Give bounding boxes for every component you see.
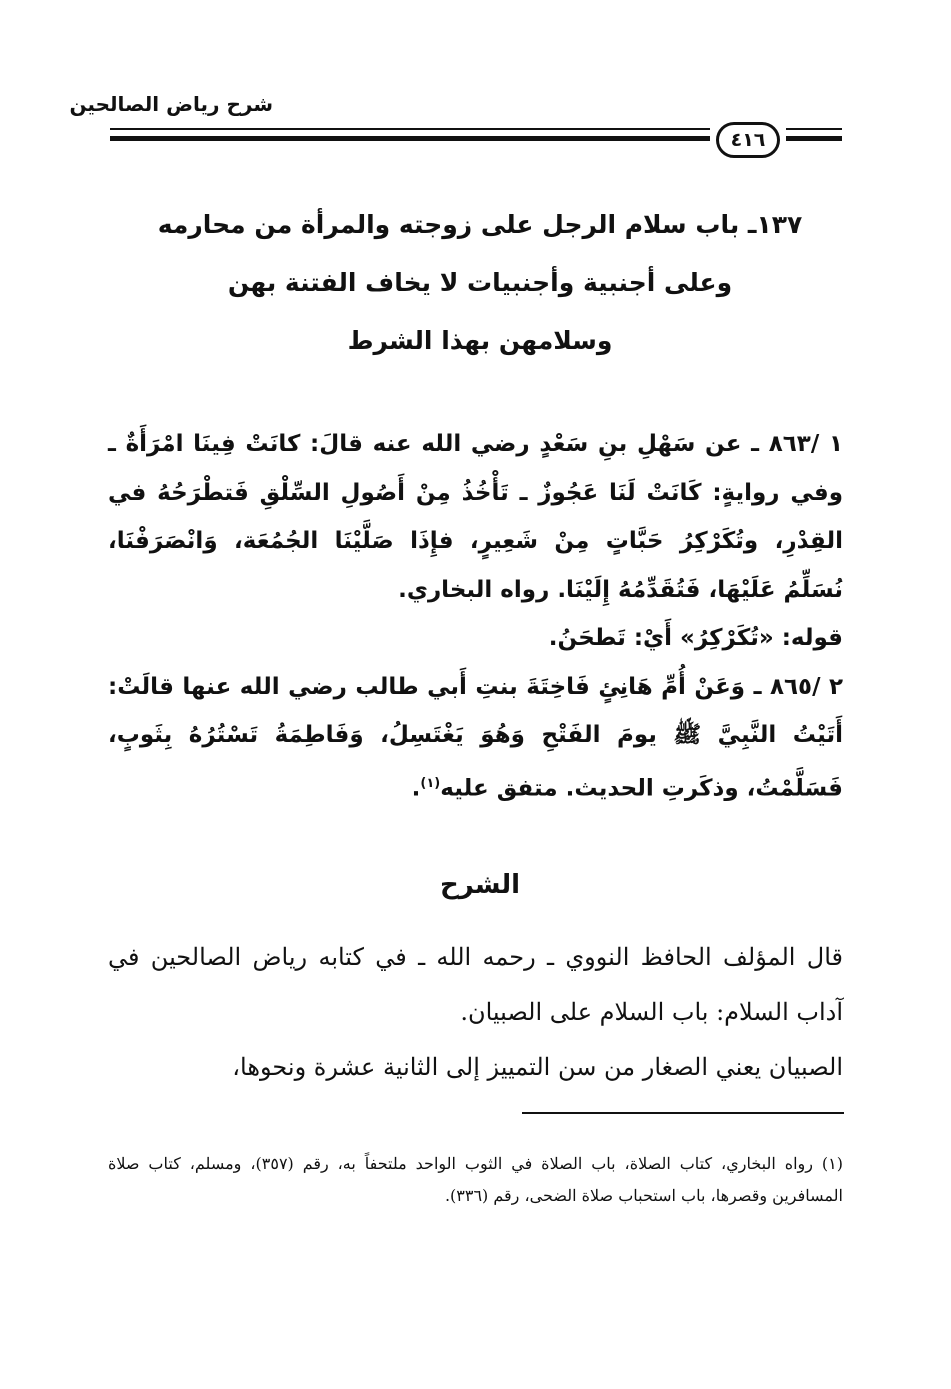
chapter-heading-line-3: وسلامهن بهذا الشرط: [347, 326, 613, 355]
hadith-2: [108, 663, 843, 813]
footnotes-section: [108, 1148, 843, 1212]
hadith-1-gloss: قوله: «تُكَرْكِرُ» أَيْ: تَطحَنُ.: [548, 625, 843, 651]
header-rule-upper-left: [786, 128, 842, 130]
hadith-2-end: .: [411, 775, 421, 802]
hadith-section: [108, 420, 843, 813]
header-rule-lower-left: [786, 136, 842, 141]
chapter-heading: [110, 196, 850, 370]
commentary-paragraph-1: قال المؤلف الحافظ النووي ـ رحمه الله ـ في كتابه رياض الصالحين في آداب السلام: باب السلام على الصبيان.: [108, 943, 843, 1026]
footnote-divider: [522, 1112, 844, 1114]
chapter-heading-line-1: ١٣٧ـ باب سلام الرجل على زوجته والمرأة من محارمه: [157, 210, 803, 239]
running-header-title: شرح رياض الصالحين: [69, 92, 273, 116]
sharh-heading: الشرح: [439, 870, 521, 900]
commentary-paragraph-2: الصبيان يعني الصغار من سن التمييز إلى الثانية عشرة ونحوها،: [232, 1053, 843, 1081]
hadith-2-text: ٢ /٨٦٥ ـ وَعَنْ أُمِّ هَانِئٍ فَاخِتَةَ بنتِ أَبي طالب رضي الله عنها قالَتْ: أَتَيْتُ النَّبِيَّ ﷺ يومَ الفَتْحِ وَهُوَ يَغْتَسِلُ، وَفَاطِمَةُ تَسْتُرُهُ بِثَوبٍ، فَسَلَّمْتُ، وذكَرتِ الحديث. متفق عليه: [108, 673, 843, 802]
footnote-1: (١) رواه البخاري، كتاب الصلاة، باب الصلاة في الثوب الواحد ملتحفاً به، رقم (٣٥٧)، ومسلم، كتاب صلاة المسافرين وقصرها، باب استحباب صلاة الضحى، رقم (٣٣٦).: [108, 1154, 844, 1205]
footnote-ref: (١): [420, 775, 441, 791]
commentary-section: [108, 930, 843, 1095]
page-number-badge: ٤١٦: [716, 122, 780, 158]
hadith-1: ١ /٨٦٣ ـ عن سَهْلِ بنِ سَعْدٍ رضي الله عنه قالَ: كانَتْ فِينَا امْرَأَةٌ ـ وفي روايةٍ: كَانَتْ لَنَا عَجُوزٌ ـ تَأْخُذُ مِنْ أَصُولِ السِّلْقِ فَتطْرَحُهُ في القِدْرِ، وتُكَرْكِرُ حَبَّاتٍ مِنْ شَعِيرٍ، فإِذَا صَلَّيْنَا الجُمُعَة، وَانْصَرَفْنَا، نُسَلِّمُ عَلَيْهَا، فَتُقَدِّمُهُ إِلَيْنَا. رواه البخاري.: [108, 431, 843, 603]
header-rule-lower-right: [110, 136, 710, 141]
header-rule-upper-right: [110, 128, 710, 130]
chapter-heading-line-2: وعلى أجنبية وأجنبيات لا يخاف الفتنة بهن: [227, 268, 733, 297]
